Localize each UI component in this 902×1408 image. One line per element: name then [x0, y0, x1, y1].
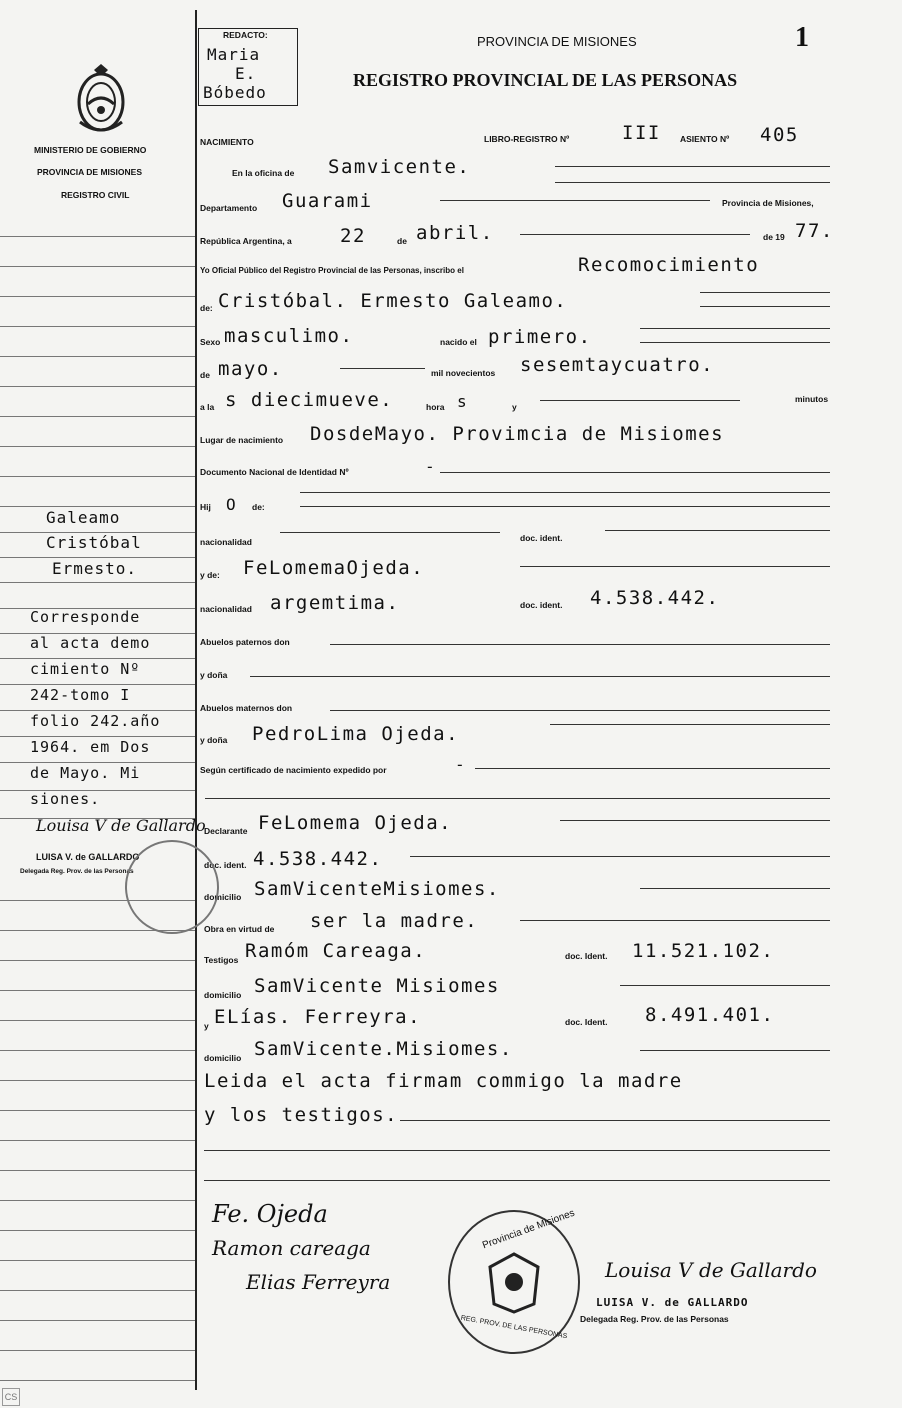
redacto-line3: Bóbedo [203, 83, 267, 102]
redacto-line1: Maria [207, 45, 261, 64]
dni-label: Documento Nacional de Identidad Nº [200, 467, 349, 477]
de3-label: de [200, 370, 210, 380]
horas-s: s [457, 392, 468, 411]
mes-value: abril. [416, 222, 494, 244]
dni-value: - [425, 457, 436, 476]
yde-label: y de: [200, 570, 220, 580]
obra-value: ser la madre. [310, 910, 479, 932]
libro-value: III [622, 122, 661, 144]
anio-label: de 19 [763, 232, 785, 242]
oficial-text: Yo Oficial Público del Registro Provincial de las Personas, inscribo el [200, 266, 464, 275]
margin-n2: al acta demo [30, 634, 151, 652]
domicilio3-label: domicilio [204, 1053, 242, 1063]
hijo-o: O [226, 495, 237, 514]
asiento-label: ASIENTO Nº [680, 134, 730, 144]
nac2-value: argemtima. [270, 592, 400, 614]
mes-nac-value: mayo. [218, 358, 283, 380]
ministry-line2: PROVINCIA DE MISIONES [37, 167, 143, 177]
nacido-value: primero. [488, 326, 592, 348]
y2-label: y [204, 1021, 209, 1031]
docid2-label: doc. ident. [520, 600, 563, 610]
oficina-label: En la oficina de [232, 168, 295, 178]
header-province: PROVINCIA DE MISIONES [477, 34, 637, 49]
mil-label: mil novecientos [431, 368, 496, 378]
official-name: LUISA V. de GALLARDO [596, 1296, 749, 1309]
docid3-value: 4.538.442. [253, 848, 383, 870]
nac1-label: nacionalidad [200, 537, 252, 547]
margin-n6: 1964. em Dos [30, 738, 151, 756]
hora-value: s diecimueve. [225, 389, 394, 411]
leida-line1: Leida el acta firmam commigo la madre [204, 1070, 683, 1092]
margin-stamp1: LUISA V. de GALLARDO [36, 852, 140, 862]
lugar-label: Lugar de nacimiento [200, 435, 284, 445]
docid4-value: 11.521.102. [632, 940, 775, 962]
margin-name3: Ermesto. [52, 559, 138, 578]
declarante-value: FeLomema Ojeda. [258, 812, 453, 834]
inscribo-value: Recomocimiento [578, 254, 760, 276]
leida-line2: y los testigos. [204, 1104, 399, 1126]
ministry-line1: MINISTERIO DE GOBIERNO [34, 145, 147, 155]
sexo-label: Sexo [200, 337, 221, 347]
departamento-value: Guarami [282, 190, 373, 212]
provincia-label: Provincia de Misiones, [722, 198, 814, 208]
lugar-value: DosdeMayo. Provimcia de Misiomes [310, 423, 725, 445]
abuelos-p-label: Abuelos paternos don [200, 637, 290, 647]
departamento-label: Departamento [200, 203, 258, 213]
margin-n4: 242-tomo I [30, 686, 131, 704]
madre-value: FeLomemaOjeda. [243, 557, 425, 579]
oficina-value: Samvicente. [328, 156, 471, 178]
margin-n1: Corresponde [30, 608, 141, 626]
docid5-label: doc. Ident. [565, 1017, 608, 1027]
seal-text: Provincia de Misiones [481, 1207, 577, 1252]
minutos-label: minutos [795, 394, 829, 404]
anio-nac-value: sesemtaycuatro. [520, 354, 715, 376]
coat-of-arms-icon [66, 62, 136, 143]
nombre-value: Cristóbal. Ermesto Galeamo. [218, 290, 568, 312]
de-label: de [397, 236, 407, 246]
testigo2-value: ELías. Ferreyra. [214, 1006, 422, 1028]
sexo-value: masculimo. [224, 325, 354, 347]
margin-name2: Cristóbal [46, 533, 142, 552]
docid4-label: doc. Ident. [565, 951, 608, 961]
testigo1-value: Ramóm Careaga. [245, 940, 427, 962]
ydona2-label: y doña [200, 735, 228, 745]
official-title: Delegada Reg. Prov. de las Personas [580, 1314, 729, 1324]
seal-text2: REG. PROV. DE LAS PERSONAS [460, 1314, 568, 1341]
margin-n8: siones. [30, 790, 101, 808]
docid1-label: doc. ident. [520, 533, 563, 543]
margin-seal-icon [125, 840, 219, 934]
domicilio1-label: domicilio [204, 892, 242, 902]
margin-n5: folio 242.año [30, 712, 161, 730]
domicilio3-value: SamVicente.Misiomes. [254, 1038, 513, 1060]
official-seal-icon [448, 1207, 580, 1354]
hijo-de: de: [252, 502, 265, 512]
testigos-label: Testigos [204, 955, 239, 965]
de2-label: de: [200, 303, 213, 313]
redacto-stamp [198, 28, 298, 106]
cs-watermark-icon: CS [2, 1388, 20, 1406]
domicilio2-value: SamVicente Misiomes [254, 975, 500, 997]
alas-label: a la [200, 402, 215, 412]
nac2-label: nacionalidad [200, 604, 252, 614]
republica-label: República Argentina, a [200, 236, 292, 246]
redacto-label: REDACTO: [223, 30, 268, 40]
declarante-label: Declarante [204, 826, 248, 836]
abuelos-m-label: Abuelos maternos don [200, 703, 293, 713]
margin-stamp2: Delegada Reg. Prov. de las Personas [20, 868, 134, 875]
margin-divider [195, 10, 197, 1390]
page-number: 1 [795, 22, 809, 53]
margin-n3: cimiento Nº [30, 660, 141, 678]
signature-2: Ramon careaga [212, 1236, 371, 1260]
docid2-value: 4.538.442. [590, 587, 720, 609]
domicilio1-value: SamVicenteMisiomes. [254, 878, 500, 900]
dia-value: 22 [340, 225, 366, 247]
certificado-value: - [455, 755, 466, 774]
anio-value: 77. [795, 220, 834, 242]
certificado-label: Según certificado de nacimiento expedido por [200, 765, 387, 775]
obra-label: Obra en virtud de [204, 924, 275, 934]
docid3-label: doc. ident. [204, 860, 247, 870]
hijo-label: Hij [200, 502, 211, 512]
y-label: y [512, 402, 517, 412]
domicilio2-label: domicilio [204, 990, 242, 1000]
docid5-value: 8.491.401. [645, 1004, 775, 1026]
margin-signature: Louisa V de Gallardo [36, 816, 206, 835]
signature-1: Fe. Ojeda [212, 1200, 328, 1228]
horas-label: hora [426, 402, 445, 412]
redacto-line2: E. [235, 64, 257, 83]
margin-name1: Galeamo [46, 508, 121, 527]
ministry-line3: REGISTRO CIVIL [61, 190, 130, 200]
asiento-value: 405 [760, 124, 799, 146]
ydona2-value: PedroLima Ojeda. [252, 723, 460, 745]
libro-label: LIBRO-REGISTRO Nº [484, 134, 570, 144]
nacimiento-label: NACIMIENTO [200, 137, 254, 147]
ydona1-label: y doña [200, 670, 228, 680]
nacido-label: nacido el [440, 337, 477, 347]
margin-n7: de Mayo. Mi [30, 764, 141, 782]
official-signature: Louisa V de Gallardo [605, 1258, 817, 1282]
signature-3: Elias Ferreyra [246, 1270, 391, 1294]
header-registry: REGISTRO PROVINCIAL DE LAS PERSONAS [353, 70, 738, 90]
